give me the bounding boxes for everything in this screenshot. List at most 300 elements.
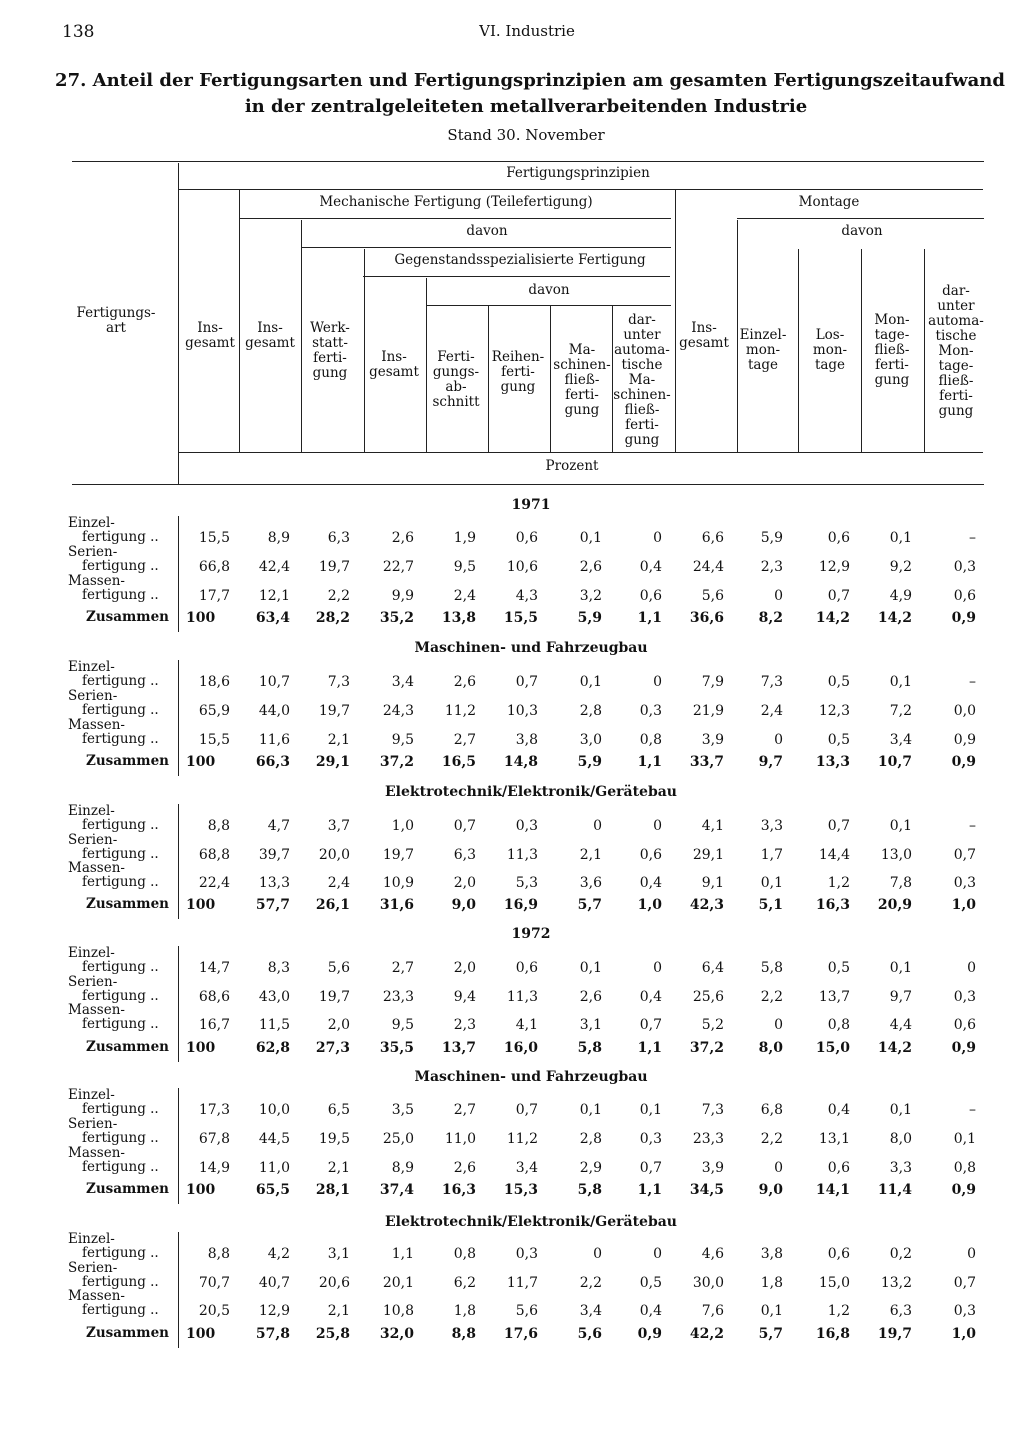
table-cell: 2,4 xyxy=(760,703,783,719)
table-cell: 14,2 xyxy=(877,1040,912,1056)
table-cell: 5,6 xyxy=(577,1326,602,1342)
header-rule xyxy=(363,276,670,277)
header-rule xyxy=(737,218,984,219)
table-cell: 44,0 xyxy=(258,703,290,719)
table-cell: 0,6 xyxy=(639,588,662,604)
table-cell: 37,2 xyxy=(689,1040,724,1056)
table-cell: 1,0 xyxy=(637,897,662,913)
table-cell: 20,9 xyxy=(877,897,912,913)
table-cell: 6,5 xyxy=(327,1102,350,1118)
table-cell: 13,3 xyxy=(258,875,290,891)
table-cell: 4,6 xyxy=(701,1246,724,1262)
table-cell: 10,7 xyxy=(877,754,912,770)
table-cell: 2,0 xyxy=(453,875,476,891)
table-subtitle: Stand 30. November xyxy=(447,126,605,144)
table-cell: 7,9 xyxy=(701,674,724,690)
table-cell: 0,1 xyxy=(579,960,602,976)
table-cell: 19,7 xyxy=(318,989,350,1005)
table-cell: 6,3 xyxy=(889,1303,912,1319)
header-divider xyxy=(488,306,489,452)
table-cell: 32,0 xyxy=(379,1326,414,1342)
table-cell: 0,5 xyxy=(827,674,850,690)
row-label-zusammen: Zusammen xyxy=(86,1325,169,1341)
table-cell: 1,8 xyxy=(453,1303,476,1319)
table-cell: 20,1 xyxy=(382,1275,414,1291)
table-cell: 100 xyxy=(186,754,216,770)
col-einzelmontage: Einzel- mon- tage xyxy=(739,327,787,373)
table-title-line1: 27. Anteil der Fertigungsarten und Fertigungsprinzipien am gesamten Fertigungszeitaufwand xyxy=(55,70,1005,91)
table-cell: 4,1 xyxy=(515,1017,538,1033)
table-cell: 0,1 xyxy=(889,960,912,976)
table-cell: 13,0 xyxy=(880,847,912,863)
table-cell: 3,2 xyxy=(579,588,602,604)
row-label-serienfertigung-line1: Serien- xyxy=(68,1260,118,1276)
table-cell: 15,5 xyxy=(198,732,230,748)
table-cell: 7,6 xyxy=(701,1303,724,1319)
table-cell: 5,9 xyxy=(577,754,602,770)
table-cell: 2,1 xyxy=(327,1303,350,1319)
table-cell: 0,5 xyxy=(639,1275,662,1291)
table-cell: 0,3 xyxy=(953,875,976,891)
table-cell: 0,4 xyxy=(639,875,662,891)
table-cell: 1,0 xyxy=(391,818,414,834)
row-label-einzelfertigung-line2: fertigung .. xyxy=(82,1101,159,1117)
row-label-serienfertigung-line2: fertigung .. xyxy=(82,988,159,1004)
table-cell: 17,6 xyxy=(503,1326,538,1342)
row-label-zusammen: Zusammen xyxy=(86,609,169,625)
table-cell: 2,6 xyxy=(453,674,476,690)
table-cell: 13,7 xyxy=(818,989,850,1005)
col-insgesamt: Ins- gesamt xyxy=(185,320,235,351)
table-cell: 11,6 xyxy=(258,732,290,748)
section-title: Elektrotechnik/Elektronik/Gerätebau xyxy=(385,784,677,800)
table-cell: 25,6 xyxy=(692,989,724,1005)
col-werkstatt: Werk- statt- ferti- gung xyxy=(310,320,350,381)
table-cell: 4,3 xyxy=(515,588,538,604)
header-top-rule xyxy=(72,161,984,162)
table-cell: 0,1 xyxy=(579,530,602,546)
table-cell: 13,8 xyxy=(441,610,476,626)
table-cell: 25,0 xyxy=(382,1131,414,1147)
table-cell: 35,2 xyxy=(379,610,414,626)
row-label-massenfertigung-line2: fertigung .. xyxy=(82,1159,159,1175)
header-bottom-rule xyxy=(72,484,984,485)
table-cell: 5,7 xyxy=(758,1326,783,1342)
table-cell: 4,7 xyxy=(267,818,290,834)
table-cell: 0 xyxy=(653,960,662,976)
section-title: Maschinen- und Fahrzeugbau xyxy=(414,1069,648,1085)
table-cell: 100 xyxy=(186,1326,216,1342)
table-cell: 10,6 xyxy=(506,559,538,575)
table-cell: 0,1 xyxy=(579,674,602,690)
table-cell: 0,9 xyxy=(953,732,976,748)
table-cell: 26,1 xyxy=(315,897,350,913)
stub-divider xyxy=(178,946,179,1062)
header-divider xyxy=(675,190,676,452)
row-label-massenfertigung-line2: fertigung .. xyxy=(82,1016,159,1032)
table-cell: 0,4 xyxy=(639,559,662,575)
table-cell: 65,5 xyxy=(255,1182,290,1198)
table-cell: 2,7 xyxy=(453,732,476,748)
row-label-massenfertigung-line1: Massen- xyxy=(68,717,125,733)
table-cell: 37,4 xyxy=(379,1182,414,1198)
table-cell: 0,3 xyxy=(953,559,976,575)
header-rule xyxy=(301,247,671,248)
table-cell: 0 xyxy=(774,1017,783,1033)
table-cell: 2,6 xyxy=(579,989,602,1005)
table-cell: 6,3 xyxy=(327,530,350,546)
table-cell: 5,6 xyxy=(701,588,724,604)
table-cell: 0 xyxy=(967,960,976,976)
table-cell: 0 xyxy=(774,732,783,748)
table-cell: 4,4 xyxy=(889,1017,912,1033)
table-cell: – xyxy=(969,818,976,834)
header-divider xyxy=(426,278,427,452)
table-cell: 8,2 xyxy=(758,610,783,626)
col-gegenst-insgesamt: Ins- gesamt xyxy=(369,349,419,380)
table-cell: 19,7 xyxy=(318,559,350,575)
header-divider xyxy=(737,220,738,452)
table-cell: 3,4 xyxy=(515,1160,538,1176)
table-cell: 13,3 xyxy=(815,754,850,770)
page-number: 138 xyxy=(62,22,95,42)
table-cell: 3,4 xyxy=(579,1303,602,1319)
table-cell: 3,8 xyxy=(515,732,538,748)
table-cell: – xyxy=(969,674,976,690)
table-cell: 30,0 xyxy=(692,1275,724,1291)
table-cell: 19,5 xyxy=(318,1131,350,1147)
table-cell: 3,9 xyxy=(701,1160,724,1176)
table-cell: 5,1 xyxy=(758,897,783,913)
table-cell: 66,3 xyxy=(255,754,290,770)
table-cell: 9,0 xyxy=(758,1182,783,1198)
table-cell: 14,8 xyxy=(503,754,538,770)
table-cell: 14,7 xyxy=(198,960,230,976)
header-divider xyxy=(301,220,302,452)
row-label-serienfertigung-line1: Serien- xyxy=(68,1116,118,1132)
row-label-massenfertigung-line2: fertigung .. xyxy=(82,874,159,890)
col-autom-maschinenfliess: dar- unter automa- tische Ma- schinen- fließ- ferti- gung xyxy=(613,312,671,448)
header-divider xyxy=(924,249,925,452)
table-cell: 16,8 xyxy=(815,1326,850,1342)
table-cell: 0,6 xyxy=(953,1017,976,1033)
table-cell: 14,2 xyxy=(815,610,850,626)
table-cell: 11,5 xyxy=(258,1017,290,1033)
table-cell: 0,4 xyxy=(639,989,662,1005)
table-cell: 3,6 xyxy=(579,875,602,891)
table-cell: 0,6 xyxy=(515,960,538,976)
table-cell: 0,7 xyxy=(827,818,850,834)
table-cell: 8,0 xyxy=(889,1131,912,1147)
table-cell: 1,0 xyxy=(951,1326,976,1342)
table-cell: 11,3 xyxy=(506,847,538,863)
table-cell: 2,2 xyxy=(327,588,350,604)
table-cell: 100 xyxy=(186,610,216,626)
table-cell: 15,0 xyxy=(818,1275,850,1291)
table-cell: 0,5 xyxy=(827,732,850,748)
row-label-massenfertigung-line1: Massen- xyxy=(68,860,125,876)
table-cell: 17,7 xyxy=(198,588,230,604)
header-davon-mechanisch: davon xyxy=(466,223,508,239)
table-cell: 0,3 xyxy=(953,989,976,1005)
table-cell: 1,8 xyxy=(760,1275,783,1291)
table-cell: 68,8 xyxy=(198,847,230,863)
table-cell: 2,9 xyxy=(579,1160,602,1176)
table-cell: 68,6 xyxy=(198,989,230,1005)
row-label-einzelfertigung-line2: fertigung .. xyxy=(82,959,159,975)
table-cell: 0,4 xyxy=(639,1303,662,1319)
col-autom-montagefliess: dar- unter automa- tische Mon- tage- fließ- ferti- gung xyxy=(928,283,984,419)
table-cell: 1,9 xyxy=(453,530,476,546)
table-cell: 57,7 xyxy=(255,897,290,913)
table-cell: 10,0 xyxy=(258,1102,290,1118)
running-head: VI. Industrie xyxy=(479,22,575,40)
table-cell: 8,8 xyxy=(207,1246,230,1262)
table-cell: 3,9 xyxy=(701,732,724,748)
row-label-einzelfertigung-line1: Einzel- xyxy=(68,1231,115,1247)
table-cell: 4,2 xyxy=(267,1246,290,1262)
table-cell: 2,0 xyxy=(453,960,476,976)
table-cell: 0,3 xyxy=(953,1303,976,1319)
header-rule xyxy=(426,305,671,306)
table-cell: 35,5 xyxy=(379,1040,414,1056)
stub-divider xyxy=(178,163,179,485)
row-label-serienfertigung-line2: fertigung .. xyxy=(82,702,159,718)
table-cell: 1,1 xyxy=(637,610,662,626)
table-cell: 21,9 xyxy=(692,703,724,719)
table-cell: 8,9 xyxy=(267,530,290,546)
header-divider xyxy=(550,306,551,452)
table-cell: 1,1 xyxy=(637,1040,662,1056)
table-cell: 9,2 xyxy=(889,559,912,575)
col-reihenfertigung: Reihen- ferti- gung xyxy=(491,349,545,395)
table-cell: 0,6 xyxy=(827,1160,850,1176)
table-cell: 9,7 xyxy=(889,989,912,1005)
table-cell: 3,4 xyxy=(889,732,912,748)
table-cell: 9,5 xyxy=(453,559,476,575)
row-label-massenfertigung-line1: Massen- xyxy=(68,573,125,589)
table-cell: 0,1 xyxy=(889,1102,912,1118)
table-cell: 0,6 xyxy=(639,847,662,863)
table-cell: 0,7 xyxy=(639,1017,662,1033)
table-cell: 12,9 xyxy=(818,559,850,575)
table-cell: 0,1 xyxy=(889,818,912,834)
table-cell: 1,1 xyxy=(637,1182,662,1198)
table-cell: 12,1 xyxy=(258,588,290,604)
table-cell: 13,2 xyxy=(880,1275,912,1291)
header-fertigungsprinzipien: Fertigungsprinzipien xyxy=(506,165,650,181)
row-label-serienfertigung-line2: fertigung .. xyxy=(82,1130,159,1146)
table-cell: 7,8 xyxy=(889,875,912,891)
row-header-label: Fertigungs- art xyxy=(76,305,156,336)
table-cell: 11,3 xyxy=(506,989,538,1005)
table-cell: 0,7 xyxy=(953,847,976,863)
row-label-einzelfertigung-line1: Einzel- xyxy=(68,1087,115,1103)
table-cell: 34,5 xyxy=(689,1182,724,1198)
stub-divider xyxy=(178,804,179,919)
table-cell: 62,8 xyxy=(255,1040,290,1056)
row-label-einzelfertigung-line1: Einzel- xyxy=(68,803,115,819)
table-cell: 7,3 xyxy=(760,674,783,690)
table-cell: 0,7 xyxy=(827,588,850,604)
header-gegenstandsspezialisiert: Gegenstandsspezialisierte Fertigung xyxy=(394,252,646,268)
header-divider xyxy=(239,190,240,452)
table-cell: 15,5 xyxy=(503,610,538,626)
table-cell: – xyxy=(969,530,976,546)
table-cell: 17,3 xyxy=(198,1102,230,1118)
table-cell: 8,3 xyxy=(267,960,290,976)
row-label-massenfertigung-line1: Massen- xyxy=(68,1002,125,1018)
table-cell: 31,6 xyxy=(379,897,414,913)
table-cell: 2,6 xyxy=(579,559,602,575)
table-cell: 40,7 xyxy=(258,1275,290,1291)
table-cell: 14,4 xyxy=(818,847,850,863)
table-cell: 8,8 xyxy=(451,1326,476,1342)
col-fertigungsabschnitt: Ferti- gungs- ab- schnitt xyxy=(432,349,480,410)
table-cell: 23,3 xyxy=(692,1131,724,1147)
table-cell: 0,3 xyxy=(515,818,538,834)
table-cell: 1,2 xyxy=(827,875,850,891)
table-cell: 20,0 xyxy=(318,847,350,863)
table-cell: 22,7 xyxy=(382,559,414,575)
table-cell: 16,3 xyxy=(815,897,850,913)
table-cell: 0,7 xyxy=(639,1160,662,1176)
table-cell: 19,7 xyxy=(382,847,414,863)
table-title-line2: in der zentralgeleiteten metallverarbeitenden Industrie xyxy=(244,96,808,117)
table-cell: 24,4 xyxy=(692,559,724,575)
header-rule xyxy=(178,452,983,453)
table-cell: 0,3 xyxy=(639,1131,662,1147)
header-divider xyxy=(364,249,365,452)
table-cell: 16,3 xyxy=(441,1182,476,1198)
table-cell: 18,6 xyxy=(198,674,230,690)
col-maschinenfliess: Ma- schinen- fließ- ferti- gung xyxy=(553,342,611,418)
table-cell: 14,9 xyxy=(198,1160,230,1176)
table-cell: 27,3 xyxy=(315,1040,350,1056)
table-cell: 0,8 xyxy=(827,1017,850,1033)
table-cell: 0 xyxy=(653,818,662,834)
table-cell: 11,7 xyxy=(506,1275,538,1291)
table-cell: 5,6 xyxy=(515,1303,538,1319)
table-cell: 9,4 xyxy=(453,989,476,1005)
row-label-zusammen: Zusammen xyxy=(86,1181,169,1197)
col-losmontage: Los- mon- tage xyxy=(812,327,848,373)
row-label-massenfertigung-line2: fertigung .. xyxy=(82,587,159,603)
table-cell: 16,7 xyxy=(198,1017,230,1033)
table-cell: 10,7 xyxy=(258,674,290,690)
table-cell: 3,1 xyxy=(327,1246,350,1262)
section-title: 1971 xyxy=(511,497,551,513)
table-cell: 57,8 xyxy=(255,1326,290,1342)
table-cell: 16,0 xyxy=(503,1040,538,1056)
table-cell: – xyxy=(969,1102,976,1118)
row-label-zusammen: Zusammen xyxy=(86,753,169,769)
table-cell: 23,3 xyxy=(382,989,414,1005)
table-cell: 42,2 xyxy=(689,1326,724,1342)
table-cell: 6,2 xyxy=(453,1275,476,1291)
table-cell: 2,3 xyxy=(760,559,783,575)
table-cell: 70,7 xyxy=(198,1275,230,1291)
row-label-massenfertigung-line1: Massen- xyxy=(68,1288,125,1304)
table-cell: 0 xyxy=(774,1160,783,1176)
table-cell: 29,1 xyxy=(692,847,724,863)
table-cell: 0,6 xyxy=(953,588,976,604)
row-label-einzelfertigung-line1: Einzel- xyxy=(68,659,115,675)
table-cell: 42,4 xyxy=(258,559,290,575)
table-cell: 20,6 xyxy=(318,1275,350,1291)
table-cell: 24,3 xyxy=(382,703,414,719)
table-cell: 0,1 xyxy=(639,1102,662,1118)
row-label-serienfertigung-line1: Serien- xyxy=(68,688,118,704)
table-cell: 33,7 xyxy=(689,754,724,770)
table-cell: 11,0 xyxy=(258,1160,290,1176)
table-cell: 100 xyxy=(186,1182,216,1198)
table-cell: 1,2 xyxy=(827,1303,850,1319)
header-davon-montage: davon xyxy=(841,223,883,239)
section-title: 1972 xyxy=(511,926,551,942)
table-cell: 15,3 xyxy=(503,1182,538,1198)
table-cell: 0 xyxy=(653,674,662,690)
table-cell: 9,1 xyxy=(701,875,724,891)
row-label-serienfertigung-line1: Serien- xyxy=(68,832,118,848)
table-cell: 3,1 xyxy=(579,1017,602,1033)
table-cell: 5,3 xyxy=(515,875,538,891)
table-cell: 0,8 xyxy=(639,732,662,748)
table-cell: 2,0 xyxy=(327,1017,350,1033)
table-cell: 2,7 xyxy=(453,1102,476,1118)
table-cell: 9,7 xyxy=(758,754,783,770)
table-cell: 2,6 xyxy=(391,530,414,546)
table-cell: 14,2 xyxy=(877,610,912,626)
table-cell: 19,7 xyxy=(877,1326,912,1342)
table-cell: 9,5 xyxy=(391,1017,414,1033)
table-cell: 0,1 xyxy=(579,1102,602,1118)
row-label-serienfertigung-line2: fertigung .. xyxy=(82,846,159,862)
table-cell: 2,1 xyxy=(327,732,350,748)
table-cell: 5,8 xyxy=(577,1182,602,1198)
table-cell: 13,7 xyxy=(441,1040,476,1056)
table-cell: 6,6 xyxy=(701,530,724,546)
table-cell: 3,8 xyxy=(760,1246,783,1262)
row-label-serienfertigung-line2: fertigung .. xyxy=(82,1274,159,1290)
table-cell: 0 xyxy=(967,1246,976,1262)
row-label-zusammen: Zusammen xyxy=(86,896,169,912)
section-title: Elektrotechnik/Elektronik/Gerätebau xyxy=(385,1214,677,1230)
table-cell: 0,1 xyxy=(953,1131,976,1147)
stub-divider xyxy=(178,1088,179,1204)
table-cell: 9,5 xyxy=(391,732,414,748)
table-cell: 0,7 xyxy=(515,1102,538,1118)
table-cell: 9,9 xyxy=(391,588,414,604)
table-cell: 12,3 xyxy=(818,703,850,719)
table-cell: 4,1 xyxy=(701,818,724,834)
table-cell: 10,9 xyxy=(382,875,414,891)
table-cell: 0 xyxy=(653,1246,662,1262)
table-cell: 0 xyxy=(593,818,602,834)
table-cell: 7,2 xyxy=(889,703,912,719)
header-unit-prozent: Prozent xyxy=(545,458,599,474)
table-cell: 100 xyxy=(186,1040,216,1056)
table-cell: 2,4 xyxy=(327,875,350,891)
table-cell: 0,0 xyxy=(953,703,976,719)
table-cell: 2,1 xyxy=(579,847,602,863)
table-cell: 37,2 xyxy=(379,754,414,770)
table-cell: 0,3 xyxy=(515,1246,538,1262)
header-montage: Montage xyxy=(798,194,860,210)
table-cell: 6,8 xyxy=(760,1102,783,1118)
table-cell: 100 xyxy=(186,897,216,913)
table-cell: 2,2 xyxy=(579,1275,602,1291)
